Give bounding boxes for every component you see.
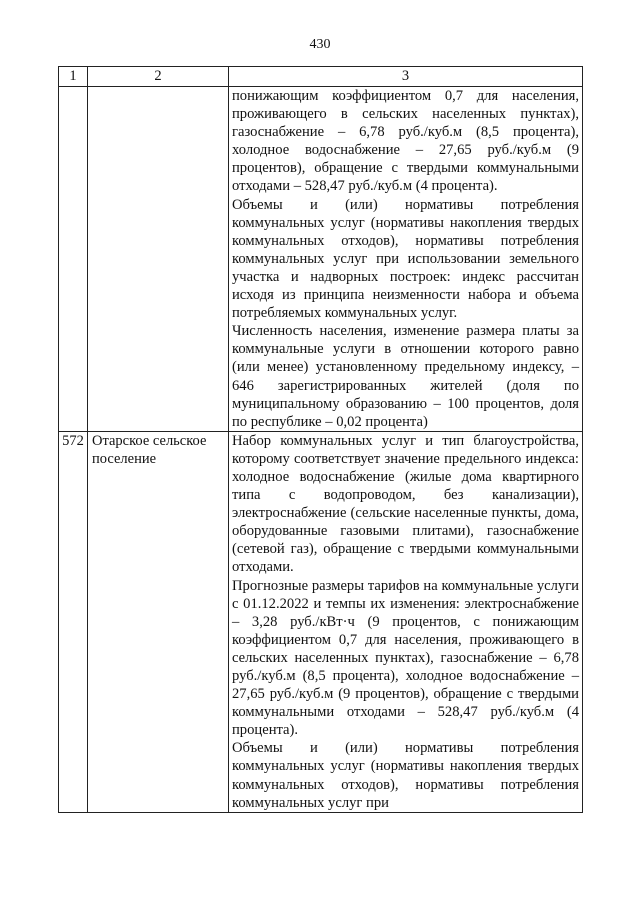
table-row-572	[59, 431, 583, 812]
row-number	[59, 87, 88, 432]
column-header-1: 1	[59, 67, 88, 87]
row-description	[229, 431, 583, 812]
page-number: 430	[309, 37, 331, 52]
row-municipality-name	[88, 87, 229, 432]
paragraph: Набор коммунальных услуг и тип благоустройства, которому соответствует значение предельного индекса: холодное водоснабжение (жилые дома квартирного типа с водопроводом, без канализации), электроснабжение (сельские населенные пункты, дома, оборудованные газовыми плитами), газоснабжение (сетевой газ), обращение с твердыми коммунальными отходами.	[232, 432, 579, 576]
paragraph: Объемы и (или) нормативы потребления коммунальных услуг (нормативы накопления твердых коммунальных отходов), нормативы потребления коммунальных услуг при	[232, 740, 579, 811]
table-row-continuation	[59, 87, 583, 432]
table-header-row	[59, 67, 583, 87]
paragraph: Объемы и (или) нормативы потребления коммунальных услуг (нормативы накопления твердых коммунальных отходов), нормативы потребления коммунальных услуг при использовании земельного участка и надворных построек: индекс рассчитан исходя из принципа неизменности набора и объема потребляемых коммунальных услуг.	[232, 196, 579, 322]
document-table	[58, 66, 583, 813]
column-header-2: 2	[88, 67, 229, 87]
paragraph: понижающим коэффициентом 0,7 для населения, проживающего в сельских населенных пунктах), газоснабжение – 6,78 руб./куб.м (8,5 процента), холодное водоснабжение – 27,65 руб./куб.м (9 процентов), обращение с твердыми коммунальными отходами – 528,47 руб./куб.м (4 процента).	[232, 88, 579, 195]
paragraph: Численность населения, изменение размера платы за коммунальные услуги в отношении которого равно (или менее) установленному предельному индексу, – 646 зарегистрированных жителей (доля по муниципальному образованию – 100 процентов, доля по республике – 0,02 процента)	[232, 323, 579, 430]
paragraph: Прогнозные размеры тарифов на коммунальные услуги с 01.12.2022 и темпы их изменения: электроснабжение – 3,28 руб./кВт·ч (9 процентов, с понижающим коэффициентом 0,7 для населения, проживающего в сельских населенных пунктах), газоснабжение – 6,78 руб./куб.м (8,5 процента), холодное водоснабжение – 27,65 руб./куб.м (9 процентов), обращение с твердыми коммунальными отходами – 528,47 руб./куб.м (4 процента).	[232, 577, 579, 739]
row-municipality-name: Отарское сельское поселение	[88, 431, 229, 812]
column-header-3: 3	[229, 67, 583, 87]
row-number: 572	[59, 431, 88, 812]
row-description	[229, 87, 583, 432]
